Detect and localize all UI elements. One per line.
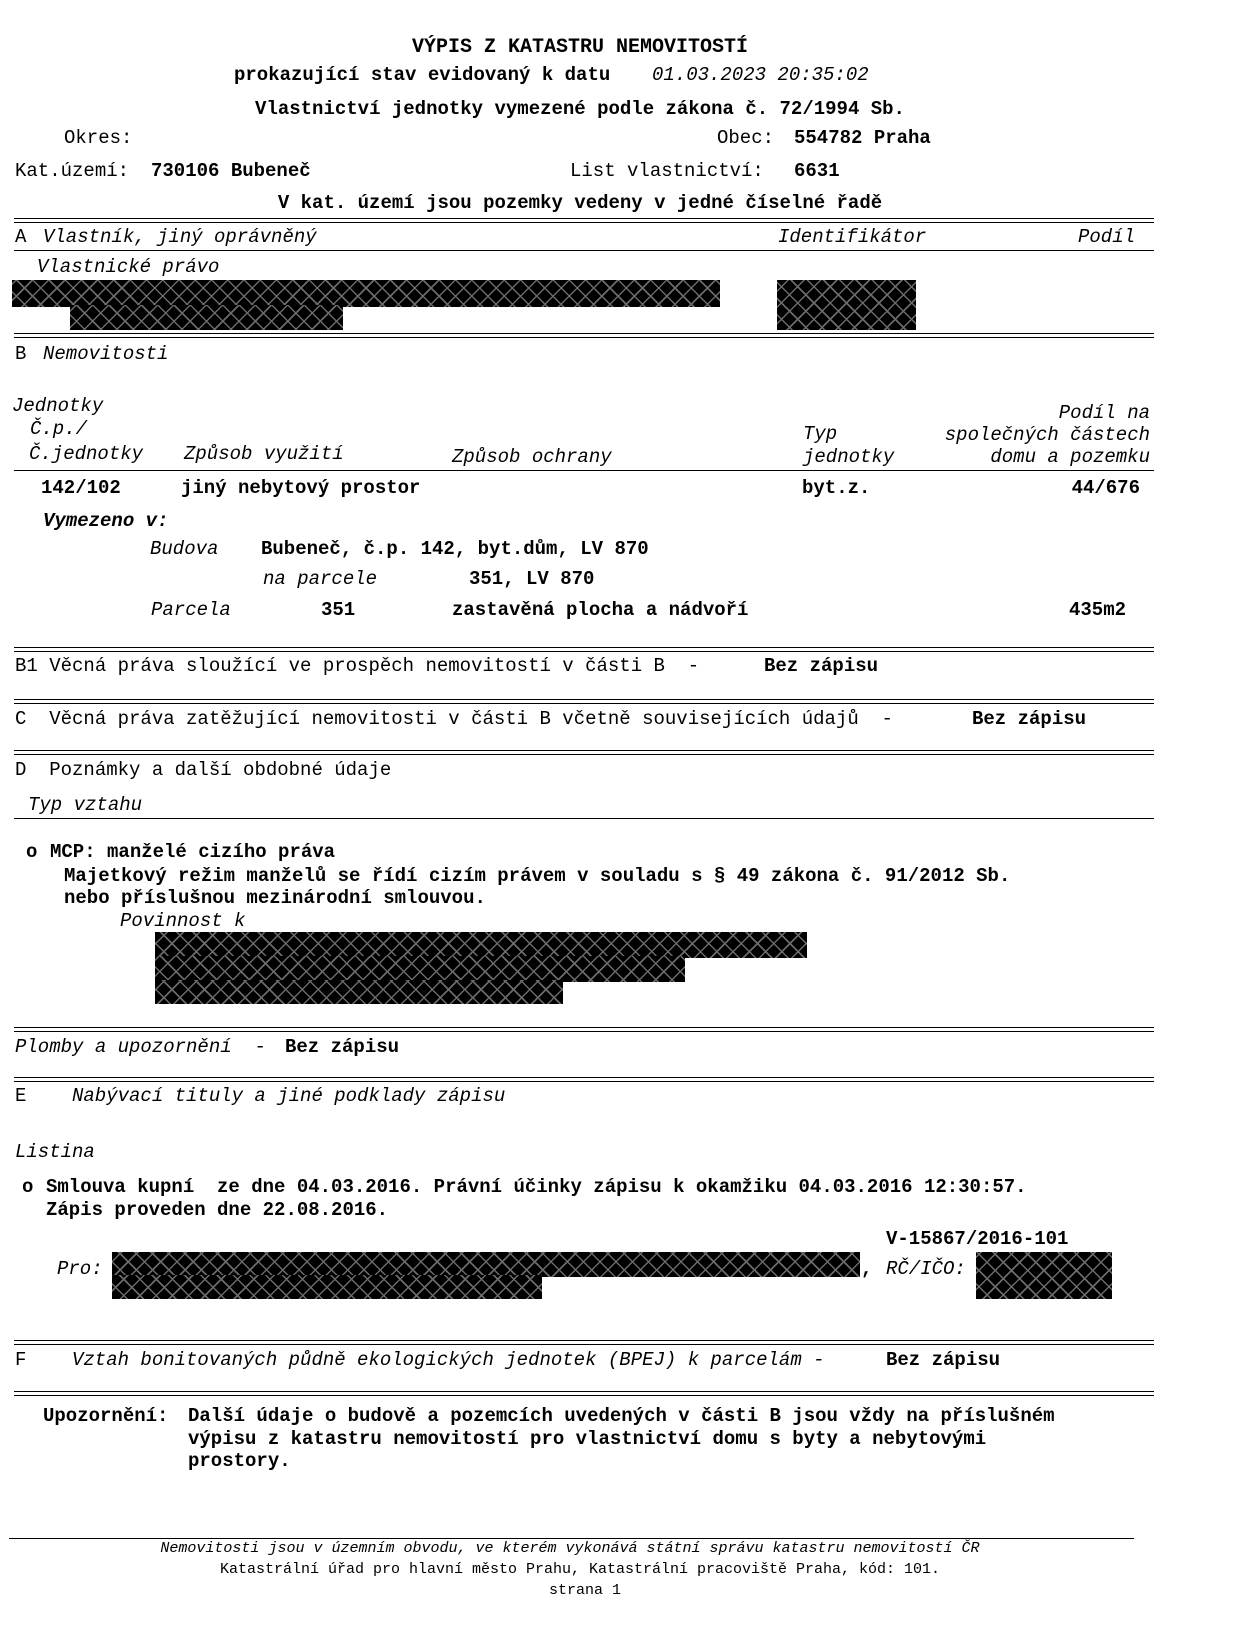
redacted-owner-address <box>70 305 343 330</box>
redacted-acquirer-name <box>112 1252 860 1277</box>
defined-in-label: Vymezeno v: <box>43 510 169 532</box>
katuzemi-value: 730106 Bubeneč <box>151 160 311 182</box>
section-e-title: Nabývací tituly a jiné podklady zápisu <box>72 1085 506 1107</box>
divider <box>14 1027 1154 1032</box>
section-b1-status: Bez zápisu <box>764 655 879 677</box>
note-title: MCP: manželé cizího práva <box>50 841 336 863</box>
parcel-type: zastavěná plocha a nádvoří <box>452 599 749 621</box>
deed-text: Zápis proveden dne 22.08.2016. <box>46 1199 389 1221</box>
relation-type-heading: Typ vztahu <box>28 794 143 816</box>
footer-office: Katastrální úřad pro hlavní město Prahu, Katastrální pracoviště Praha, kód: 101. <box>219 1561 941 1578</box>
unit-number: 142/102 <box>41 477 121 499</box>
divider <box>14 470 1154 471</box>
bullet: o <box>26 841 38 863</box>
redacted-obligated-party <box>155 980 563 1004</box>
share-column-header: společných částech <box>944 424 1150 446</box>
parcel-label: Parcela <box>151 599 231 621</box>
section-a-title: Vlastník, jiný oprávněný <box>43 226 317 248</box>
use-column-header: Způsob využití <box>184 443 344 465</box>
divider <box>14 218 1154 223</box>
parcel-area: 435m2 <box>1068 599 1126 621</box>
obec-label: Obec: <box>717 127 775 149</box>
units-heading: Jednotky <box>12 395 104 417</box>
on-parcel-value: 351, LV 870 <box>469 568 595 590</box>
section-b-title: Nemovitosti <box>43 343 169 365</box>
numbering-note: V kat. území jsou pozemky vedeny v jedné číselné řadě <box>277 192 883 214</box>
rc-label: RČ/IČO: <box>886 1258 966 1280</box>
share-column-header: domu a pozemku <box>990 446 1150 468</box>
section-f-letter: F <box>15 1349 27 1371</box>
section-c-title: C Věcná práva zatěžující nemovitosti v části B včetně souvisejících údajů - <box>15 708 893 730</box>
divider <box>14 1077 1154 1082</box>
ownership-right-heading: Vlastnické právo <box>37 256 220 278</box>
divider <box>14 250 1154 251</box>
subtitle-date: 01.03.2023 20:35:02 <box>652 64 869 86</box>
unit-type: byt.z. <box>802 477 871 499</box>
obec-value: 554782 Praha <box>794 127 931 149</box>
lv-value: 6631 <box>794 160 840 182</box>
seals-status: Bez zápisu <box>285 1036 400 1058</box>
parcel-number: 351 <box>321 599 356 621</box>
on-parcel-label: na parcele <box>263 568 378 590</box>
notice-label: Upozornění: <box>43 1405 169 1427</box>
note-text: Majetkový režim manželů se řídí cizím právem v souladu s § 49 zákona č. 91/2012 Sb. <box>64 865 1011 887</box>
section-c-status: Bez zápisu <box>972 708 1087 730</box>
unit-number-column-header: Č.p./ <box>30 418 88 440</box>
unit-use: jiný nebytový prostor <box>181 477 421 499</box>
section-f-title: Vztah bonitovaných půdně ekologických jednotek (BPEJ) k parcelám - <box>72 1349 825 1371</box>
lv-label: List vlastnictví: <box>570 160 764 182</box>
unit-share: 44/676 <box>1071 477 1140 499</box>
redacted-owner-name <box>12 280 720 307</box>
katuzemi-label: Kat.území: <box>15 160 130 182</box>
seals-title: Plomby a upozornění - <box>15 1036 266 1058</box>
building-value: Bubeneč, č.p. 142, byt.dům, LV 870 <box>261 538 649 560</box>
divider <box>14 818 1154 819</box>
redacted-obligated-party <box>155 932 807 958</box>
divider <box>14 333 1154 338</box>
comma: , <box>861 1258 873 1280</box>
file-number: V-15867/2016-101 <box>886 1228 1069 1250</box>
divider <box>14 699 1154 704</box>
redacted-obligated-party <box>155 956 685 982</box>
unit-number-column-header: Č.jednotky <box>29 443 144 465</box>
section-d-title: D Poznámky a další obdobné údaje <box>15 759 392 781</box>
document-heading: Listina <box>15 1141 95 1163</box>
footer-divider <box>9 1538 1134 1539</box>
section-b1-title: B1 Věcná práva sloužící ve prospěch nemovitostí v části B - <box>15 655 700 677</box>
subtitle-prefix: prokazující stav evidovaný k datu <box>234 64 611 86</box>
share-column-header: Podíl na <box>1058 402 1150 424</box>
section-f-status: Bez zápisu <box>886 1349 1001 1371</box>
section-e-letter: E <box>15 1085 27 1107</box>
redacted-acquirer-address <box>112 1275 542 1299</box>
unit-type-column-header: Typ <box>803 423 838 445</box>
divider <box>14 1340 1154 1345</box>
redacted-acquirer-id <box>976 1252 1112 1299</box>
section-a-letter: A <box>15 226 27 248</box>
section-b-letter: B <box>15 343 27 365</box>
divider <box>14 647 1154 652</box>
bullet: o <box>22 1176 34 1198</box>
share-column-header: Podíl <box>1078 226 1136 248</box>
document-title: VÝPIS Z KATASTRU NEMOVITOSTÍ <box>411 36 749 59</box>
notice-text: Další údaje o budově a pozemcích uvedených v části B jsou vždy na příslušném <box>188 1405 1055 1427</box>
divider <box>14 1391 1154 1396</box>
unit-type-column-header: jednotky <box>803 446 895 468</box>
footer-jurisdiction: Nemovitosti jsou v územním obvodu, ve kterém vykonává státní správu katastru nemovitostí ČR <box>160 1540 980 1557</box>
divider <box>14 750 1154 755</box>
notice-text: prostory. <box>188 1450 291 1472</box>
page-number: strana 1 <box>548 1582 621 1599</box>
identifier-column-header: Identifikátor <box>778 226 927 248</box>
protection-column-header: Způsob ochrany <box>452 446 612 468</box>
ownership-type: Vlastnictví jednotky vymezené podle zákona č. 72/1994 Sb. <box>255 98 905 120</box>
redacted-owner-identifier <box>777 280 916 330</box>
okres-label: Okres: <box>64 127 133 149</box>
note-text: nebo příslušnou mezinárodní smlouvou. <box>64 887 486 909</box>
deed-text: Smlouva kupní ze dne 04.03.2016. Právní účinky zápisu k okamžiku 04.03.2016 12:30:57. <box>46 1176 1027 1198</box>
building-label: Budova <box>150 538 219 560</box>
obligation-label: Povinnost k <box>120 910 246 932</box>
notice-text: výpisu z katastru nemovitostí pro vlastnictví domu s byty a nebytovými <box>188 1428 987 1450</box>
for-label: Pro: <box>57 1258 103 1280</box>
